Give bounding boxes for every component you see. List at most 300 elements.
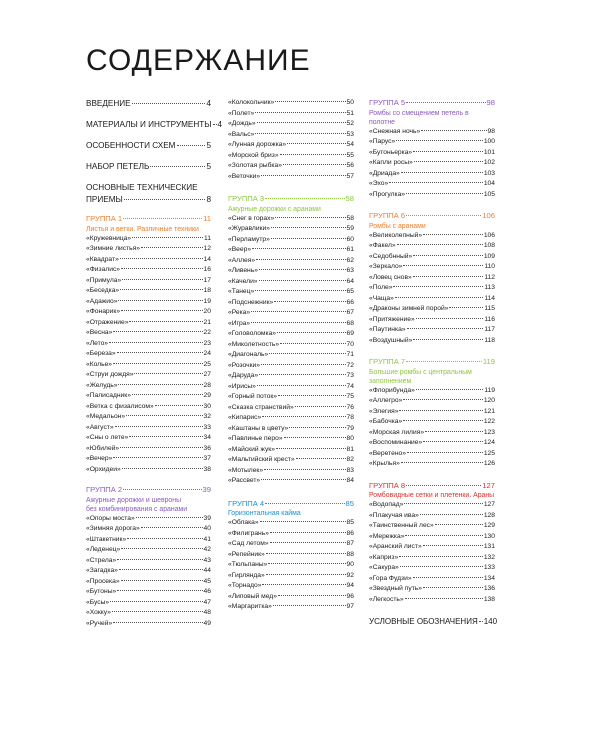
dot-leader (405, 535, 482, 536)
item-page: 113 (484, 284, 495, 291)
item-label: «Морской бриз» (228, 151, 279, 159)
item-page: 28 (203, 381, 211, 389)
dot-leader (132, 394, 203, 395)
toc-item[interactable] (369, 304, 495, 315)
item-label: «Облака» (228, 519, 259, 526)
dot-leader (117, 559, 202, 560)
toc-item[interactable] (86, 608, 211, 619)
toc-item[interactable] (228, 518, 354, 529)
group-heading[interactable] (369, 98, 495, 109)
toc-item[interactable] (228, 403, 354, 414)
dot-leader (416, 389, 484, 390)
item-page: 47 (203, 598, 211, 606)
item-label: «Беседка» (86, 287, 120, 294)
dot-leader (401, 462, 483, 463)
item-label: «Сакура» (369, 564, 399, 571)
dot-leader (251, 311, 345, 312)
toc-item[interactable] (228, 529, 354, 540)
toc-item[interactable] (86, 265, 211, 276)
item-page: 108 (483, 242, 495, 249)
entry-page: 5 (206, 141, 211, 150)
toc-item[interactable] (86, 276, 211, 287)
toc-item[interactable] (369, 241, 495, 252)
toc-item[interactable] (369, 459, 495, 470)
dot-leader (271, 238, 346, 239)
toc-item[interactable] (228, 445, 354, 456)
toc-item[interactable] (369, 158, 495, 169)
group-heading[interactable] (86, 485, 211, 496)
item-label: «Золотая рыбка» (228, 162, 282, 169)
toc-item[interactable] (86, 318, 211, 329)
toc-item[interactable] (228, 266, 354, 277)
item-page: 116 (484, 315, 495, 323)
item-label: «Эхо» (369, 180, 389, 187)
item-page: 43 (203, 556, 211, 564)
toc-item[interactable] (228, 319, 354, 330)
dot-leader (406, 361, 482, 362)
toc-item[interactable] (228, 350, 354, 361)
toc-item[interactable] (86, 598, 211, 609)
toc-item[interactable] (228, 109, 354, 120)
item-label: «Сны о лете» (86, 434, 129, 441)
dot-leader (117, 590, 202, 591)
item-label: «Чаща» (369, 294, 394, 302)
toc-item[interactable] (86, 444, 211, 455)
item-page: 84 (346, 477, 354, 484)
item-label: «Август» (86, 423, 114, 431)
toc-item[interactable] (369, 417, 495, 428)
item-label: «Зеркало» (369, 263, 403, 270)
toc-item[interactable] (228, 371, 354, 382)
item-label: «Притяжение» (369, 315, 415, 323)
dot-leader (423, 587, 483, 588)
item-label: «Медальон» (86, 413, 126, 420)
toc-item[interactable] (86, 514, 211, 525)
item-label: «Сказка странствий» (228, 403, 294, 411)
toc-item[interactable] (228, 98, 354, 109)
toc-item[interactable] (228, 277, 354, 288)
item-page: 128 (483, 511, 495, 519)
toc-item[interactable] (228, 592, 354, 603)
item-label: «Аранский лист» (369, 543, 422, 550)
item-label: «Аллея» (228, 256, 256, 264)
toc-item[interactable] (228, 424, 354, 435)
toc-item[interactable] (86, 370, 211, 381)
item-label: «Драконы зимней порой» (369, 305, 449, 312)
toc-item[interactable] (228, 298, 354, 309)
toc-item[interactable] (86, 545, 211, 556)
toc-item[interactable] (86, 286, 211, 297)
item-page: 21 (203, 318, 211, 326)
dot-leader (416, 318, 484, 319)
group-subtitle: Ромбы с аранами (369, 222, 426, 230)
toc-item[interactable] (369, 315, 495, 326)
toc-item[interactable] (86, 255, 211, 266)
dot-leader (425, 431, 483, 432)
toc-item[interactable] (369, 595, 495, 606)
dot-leader (270, 542, 346, 543)
item-label: «Гора Фудзи» (369, 574, 412, 582)
dot-leader (120, 447, 202, 448)
toc-item[interactable] (228, 434, 354, 445)
toc-item[interactable] (86, 619, 211, 630)
toc-item[interactable] (228, 602, 354, 613)
toc-column-3 (369, 98, 498, 628)
toc-item[interactable] (369, 553, 495, 564)
dot-leader (262, 584, 345, 585)
item-label: «Флорибунда» (369, 386, 415, 394)
group-heading[interactable] (369, 211, 495, 222)
item-label: «Кружевница» (86, 234, 132, 242)
toc-item[interactable] (369, 532, 495, 543)
item-page: 20 (203, 308, 211, 315)
toc-item[interactable] (369, 262, 495, 273)
dot-leader (262, 416, 345, 417)
item-label: «Горный поток» (228, 393, 277, 400)
toc-item[interactable] (228, 161, 354, 172)
item-label: «Стрела» (86, 556, 117, 564)
dot-leader (479, 621, 483, 622)
item-page: 39 (203, 514, 211, 522)
toc-item[interactable] (86, 535, 211, 546)
toc-entry-materials[interactable] (86, 119, 223, 131)
item-page: 33 (203, 423, 211, 431)
item-page: 124 (483, 439, 495, 446)
group-2 (86, 485, 211, 629)
toc-item[interactable] (228, 308, 354, 319)
item-label: «Легкость» (369, 595, 404, 603)
legend-entry-wrapper (369, 616, 498, 628)
toc-item[interactable] (86, 328, 211, 339)
toc-item[interactable] (228, 361, 354, 372)
dot-leader (127, 538, 202, 539)
item-label: «Ирисы» (228, 382, 256, 390)
item-label: «Полет» (228, 109, 255, 117)
dot-leader (112, 611, 203, 612)
item-page: 74 (346, 382, 354, 390)
item-label: «Журавлики» (228, 225, 270, 232)
toc-item[interactable] (228, 571, 354, 582)
dot-leader (399, 556, 483, 557)
toc-item[interactable] (228, 455, 354, 466)
toc-entry-legend[interactable] (369, 616, 498, 628)
item-label: «Диагональ» (228, 351, 269, 358)
item-label: «Просека» (86, 577, 120, 585)
toc-item[interactable] (86, 234, 211, 245)
dot-leader (259, 269, 346, 270)
entry-page: 8 (206, 195, 211, 204)
dot-leader (407, 452, 483, 453)
toc-item[interactable] (86, 349, 211, 360)
item-page: 109 (483, 252, 495, 260)
toc-item[interactable] (86, 433, 211, 444)
item-page: 100 (483, 138, 495, 145)
toc-item[interactable] (86, 391, 211, 402)
dot-leader (257, 385, 346, 386)
item-label: «Мотылек» (228, 466, 264, 474)
item-page: 102 (483, 159, 495, 166)
group-title: ГРУППА 8 (369, 480, 406, 490)
dot-leader (126, 415, 202, 416)
toc-item[interactable] (369, 273, 495, 284)
item-label: «Опоры моста» (86, 514, 135, 522)
dot-leader (177, 145, 206, 146)
toc-item[interactable] (369, 179, 495, 190)
toc-item[interactable] (228, 287, 354, 298)
toc-item[interactable] (369, 252, 495, 263)
dot-leader (296, 458, 346, 459)
item-page: 127 (483, 501, 495, 508)
toc-item[interactable] (86, 360, 211, 371)
toc-item[interactable] (86, 577, 211, 588)
toc-item[interactable] (86, 566, 211, 577)
toc-item[interactable] (369, 294, 495, 305)
group-heading[interactable] (228, 499, 354, 510)
dot-leader (265, 503, 344, 504)
toc-item[interactable] (228, 224, 354, 235)
item-label: «Ветка с физалисом» (86, 402, 154, 410)
toc-item[interactable] (228, 235, 354, 246)
item-page: 90 (346, 561, 354, 568)
dot-leader (121, 268, 203, 269)
group-8 (369, 481, 495, 606)
item-page: 50 (346, 99, 354, 106)
group-heading[interactable] (228, 194, 354, 205)
toc-entry-introduction[interactable] (86, 98, 211, 110)
toc-item[interactable] (228, 466, 354, 477)
item-page: 46 (203, 588, 211, 595)
item-page: 16 (203, 266, 211, 273)
group-heading[interactable] (369, 481, 495, 492)
toc-item[interactable] (369, 148, 495, 159)
toc-item[interactable] (369, 449, 495, 460)
dot-leader (389, 182, 483, 183)
toc-item[interactable] (228, 382, 354, 393)
toc-entry-techniques[interactable] (86, 182, 211, 206)
item-label: «Майский жук» (228, 445, 275, 453)
dot-leader (117, 352, 203, 353)
dot-leader (251, 322, 345, 323)
dot-leader (119, 569, 203, 570)
toc-item[interactable] (369, 231, 495, 242)
item-page: 110 (484, 263, 495, 270)
toc-item[interactable] (369, 521, 495, 532)
toc-entry-cast-on[interactable] (86, 161, 211, 173)
item-label: «Воздушный» (369, 336, 413, 344)
toc-item[interactable] (228, 560, 354, 571)
item-page: 83 (346, 466, 354, 474)
item-page: 94 (346, 582, 354, 589)
toc-item[interactable] (86, 381, 211, 392)
group-title: ГРУППА 7 (369, 357, 406, 366)
item-page: 133 (483, 564, 495, 571)
toc-item[interactable] (228, 140, 354, 151)
toc-item[interactable] (369, 396, 495, 407)
dot-leader (260, 521, 346, 522)
item-label: «Фонарик» (86, 308, 121, 315)
toc-item[interactable] (228, 340, 354, 351)
toc-item[interactable] (86, 307, 211, 318)
toc-item[interactable] (369, 283, 495, 294)
toc-item[interactable] (228, 329, 354, 340)
toc-item[interactable] (86, 244, 211, 255)
item-label: «Мережка» (369, 532, 405, 540)
dot-leader (287, 143, 345, 144)
toc-column-2 (228, 98, 354, 613)
toc-item[interactable] (369, 325, 495, 336)
toc-item[interactable] (369, 169, 495, 180)
toc-item[interactable] (369, 407, 495, 418)
item-page: 54 (346, 141, 354, 148)
toc-item[interactable] (228, 119, 354, 130)
item-label: «Липовый мед» (228, 592, 277, 600)
item-label: «Примула» (86, 276, 122, 284)
item-page: 25 (203, 360, 211, 368)
entry-page: 4 (217, 120, 223, 129)
item-page: 49 (203, 619, 211, 627)
group-5 (369, 98, 495, 200)
dot-leader (421, 130, 486, 131)
toc-item[interactable] (369, 574, 495, 585)
toc-item[interactable] (369, 428, 495, 439)
dot-leader (141, 527, 203, 528)
item-label: «Дриада» (369, 169, 400, 177)
toc-item[interactable] (369, 438, 495, 449)
item-page: 22 (203, 329, 211, 336)
dot-leader (407, 328, 484, 329)
dot-leader (295, 406, 346, 407)
toc-item[interactable] (369, 336, 495, 347)
group-page: 127 (482, 480, 495, 490)
item-label: «Поле» (369, 284, 393, 291)
toc-item[interactable] (228, 550, 354, 561)
toc-item[interactable] (228, 392, 354, 403)
toc-item[interactable] (369, 500, 495, 511)
group-subtitle: Ажурные дорожки с аранами (228, 205, 321, 213)
item-page: 34 (203, 434, 211, 441)
item-label: «Ливень» (228, 267, 258, 274)
dot-leader (278, 395, 346, 396)
toc-item[interactable] (369, 542, 495, 553)
item-label: «Сад летом» (228, 540, 269, 547)
item-page: 121 (483, 407, 495, 415)
dot-leader (122, 279, 202, 280)
item-page: 98 (487, 127, 495, 135)
group-heading[interactable] (86, 214, 211, 225)
item-label: «Весна» (86, 329, 113, 336)
dot-leader (404, 503, 482, 504)
toc-item[interactable] (86, 297, 211, 308)
toc-item[interactable] (228, 130, 354, 141)
entry-label: ОСОБЕННОСТИ СХЕМ (86, 141, 176, 150)
toc-item[interactable] (86, 339, 211, 350)
toc-item[interactable] (369, 190, 495, 201)
toc-item[interactable] (369, 386, 495, 397)
item-label: «Ловец снов» (369, 273, 412, 281)
dot-leader (423, 545, 483, 546)
item-label: «Миколетность» (228, 340, 280, 348)
item-page: 57 (346, 172, 354, 180)
toc-item[interactable] (369, 584, 495, 595)
dot-leader (399, 410, 482, 411)
item-label: «Береза» (86, 350, 116, 357)
item-label: «Факел» (369, 242, 396, 249)
item-page: 136 (483, 585, 495, 592)
dot-leader (406, 193, 483, 194)
item-label: «Веер» (228, 246, 252, 253)
dot-leader (269, 353, 345, 354)
toc-item[interactable] (369, 511, 495, 522)
toc-item[interactable] (86, 587, 211, 598)
toc-item[interactable] (86, 454, 211, 465)
item-label: «Дождь» (228, 120, 256, 127)
toc-item[interactable] (86, 402, 211, 413)
dot-leader (155, 405, 203, 406)
item-page: 36 (203, 444, 211, 452)
toc-item[interactable] (228, 172, 354, 183)
item-label: «Игра» (228, 319, 251, 327)
toc-item[interactable] (228, 214, 354, 225)
item-page: 51 (346, 109, 354, 117)
toc-item[interactable] (86, 524, 211, 535)
toc-item[interactable] (86, 423, 211, 434)
dot-leader (414, 161, 483, 162)
group-heading[interactable] (369, 357, 495, 368)
item-label: «Морская лилия» (369, 428, 425, 436)
entry-label: ВВЕДЕНИЕ (86, 99, 131, 108)
toc-item[interactable] (369, 563, 495, 574)
item-page: 48 (203, 609, 211, 616)
item-label: «Леденец» (86, 546, 121, 553)
item-label: «Зимние листья» (86, 245, 140, 252)
toc-item[interactable] (228, 539, 354, 550)
item-page: 24 (203, 350, 211, 357)
dot-leader (266, 574, 346, 575)
item-page: 115 (484, 305, 495, 312)
item-label: «Каприз» (369, 553, 399, 561)
dot-leader (264, 469, 345, 470)
item-label: «Штакетник» (86, 535, 127, 543)
toc-item[interactable] (86, 465, 211, 476)
toc-item[interactable] (86, 412, 211, 423)
toc-entry-schemes[interactable] (86, 140, 211, 152)
item-label: «Орхидеи» (86, 465, 121, 473)
toc-item[interactable] (228, 413, 354, 424)
dot-leader (280, 154, 346, 155)
toc-item[interactable] (369, 137, 495, 148)
toc-item[interactable] (228, 581, 354, 592)
toc-item[interactable] (228, 476, 354, 487)
item-label: «Веретено» (369, 449, 406, 457)
entry-label: НАБОР ПЕТЕЛЬ (86, 162, 150, 171)
group-page: 85 (345, 498, 354, 508)
item-label: «Ручей» (86, 619, 113, 627)
toc-item[interactable] (228, 256, 354, 267)
item-page: 38 (203, 465, 211, 473)
group-title: ГРУППА 4 (228, 498, 265, 508)
item-label: «Гирлянда» (228, 571, 265, 579)
group-page: 11 (203, 214, 211, 223)
toc-item[interactable] (86, 556, 211, 567)
item-page: 79 (346, 424, 354, 432)
item-page: 87 (346, 540, 354, 547)
toc-item[interactable] (369, 127, 495, 138)
toc-item[interactable] (228, 151, 354, 162)
item-label: «Адажио» (86, 297, 118, 305)
dot-leader (423, 234, 483, 235)
toc-item[interactable] (228, 245, 354, 256)
entry-page: 5 (206, 162, 211, 171)
